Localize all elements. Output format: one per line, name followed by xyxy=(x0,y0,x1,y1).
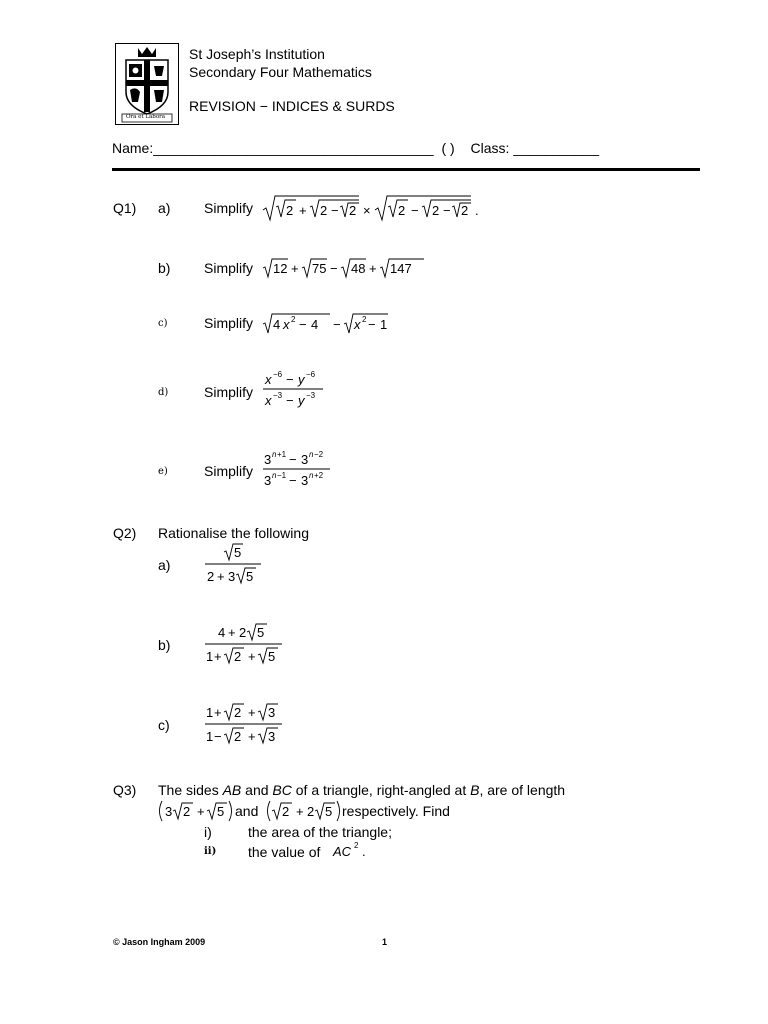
q3-number: Q3) xyxy=(113,782,137,798)
svg-text:5: 5 xyxy=(257,625,265,640)
svg-text:+: + xyxy=(214,705,222,720)
name-blank[interactable]: ____________________________________ xyxy=(153,140,434,156)
svg-text:n: n xyxy=(309,450,314,459)
svg-text:3: 3 xyxy=(228,569,236,584)
q3-text-b: and xyxy=(241,782,273,798)
svg-text:+: + xyxy=(248,705,256,720)
svg-text:−: − xyxy=(299,317,307,332)
svg-text:5: 5 xyxy=(325,804,333,819)
q1e-expression xyxy=(262,449,334,494)
q1e-label: e) xyxy=(158,466,168,477)
svg-text:2: 2 xyxy=(461,203,469,218)
svg-text:−: − xyxy=(286,393,294,408)
q2c-label: c) xyxy=(158,717,170,733)
q1c-expression xyxy=(262,311,392,340)
svg-text:x: x xyxy=(354,317,361,332)
q3-text-a: The sides xyxy=(158,782,223,798)
svg-text:3: 3 xyxy=(165,804,173,819)
svg-text:3: 3 xyxy=(301,473,309,488)
svg-text:−: − xyxy=(289,452,297,467)
q1d-label: d) xyxy=(158,387,169,398)
q1a-label: a) xyxy=(158,200,171,216)
svg-text:+: + xyxy=(296,804,304,819)
svg-text:−3: −3 xyxy=(306,391,316,400)
q3i-text: the area of the triangle; xyxy=(248,824,392,840)
q3-respectively: respectively. Find xyxy=(342,803,450,819)
svg-text:n: n xyxy=(272,471,277,480)
svg-text:48: 48 xyxy=(351,261,366,276)
svg-text:+: + xyxy=(228,625,236,640)
q1-number: Q1) xyxy=(113,200,137,216)
svg-text:+: + xyxy=(248,729,256,744)
svg-text:2: 2 xyxy=(239,625,247,640)
svg-text:3: 3 xyxy=(264,452,272,467)
svg-text:−3: −3 xyxy=(273,391,283,400)
svg-text:147: 147 xyxy=(390,261,412,276)
q2a-expression xyxy=(204,541,266,590)
svg-text:y: y xyxy=(298,372,305,387)
svg-text:1: 1 xyxy=(206,649,214,664)
svg-text:.: . xyxy=(362,844,366,859)
svg-text:×: × xyxy=(363,203,371,218)
class-label: Class: xyxy=(470,140,510,156)
footer-page-number: 1 xyxy=(382,937,388,947)
q2-intro: Rationalise the following xyxy=(158,525,309,541)
q3-statement-line1 xyxy=(158,782,565,798)
svg-text:n: n xyxy=(272,450,277,459)
svg-text:5: 5 xyxy=(217,804,225,819)
svg-text:+: + xyxy=(299,203,307,218)
svg-text:−: − xyxy=(411,203,419,218)
svg-text:x: x xyxy=(265,393,272,408)
svg-text:3: 3 xyxy=(268,729,276,744)
svg-text:AC: AC xyxy=(333,844,352,859)
svg-text:−: − xyxy=(368,317,376,332)
svg-text:y: y xyxy=(298,393,305,408)
svg-text:2: 2 xyxy=(354,841,359,850)
svg-text:2: 2 xyxy=(183,804,191,819)
svg-text:2: 2 xyxy=(234,705,242,720)
footer-copyright: © Jason Ingham 2009 xyxy=(113,937,206,947)
q3-text-d: , are of length xyxy=(479,782,566,798)
svg-text:4: 4 xyxy=(311,317,319,332)
svg-text:+: + xyxy=(248,649,256,664)
svg-text:+: + xyxy=(369,261,377,276)
q1d-text: Simplify xyxy=(204,384,254,400)
q1b-text: Simplify xyxy=(204,260,254,276)
name-label: Name: xyxy=(112,140,154,156)
school-crest-logo xyxy=(115,43,179,125)
svg-text:2: 2 xyxy=(307,804,315,819)
svg-text:1: 1 xyxy=(206,705,214,720)
q1b-expression xyxy=(262,256,428,283)
svg-text:n: n xyxy=(309,471,314,480)
svg-text:2: 2 xyxy=(286,203,294,218)
q3-length-ab-expression xyxy=(156,798,236,827)
svg-text:+1: +1 xyxy=(277,450,287,459)
svg-text:+: + xyxy=(217,569,225,584)
crest-motto: Ora et Labora xyxy=(126,114,166,120)
svg-text:3: 3 xyxy=(268,705,276,720)
svg-text:2: 2 xyxy=(234,649,242,664)
svg-text:4: 4 xyxy=(218,625,226,640)
svg-text:2: 2 xyxy=(362,315,367,324)
svg-text:−6: −6 xyxy=(273,370,283,379)
q3-and: and xyxy=(235,803,259,819)
svg-text:2: 2 xyxy=(349,203,357,218)
svg-text:−2: −2 xyxy=(314,450,324,459)
svg-text:−: − xyxy=(289,473,297,488)
q1d-expression xyxy=(262,369,328,414)
svg-text:−: − xyxy=(330,261,338,276)
q1a-text: Simplify xyxy=(204,200,254,216)
svg-text:+: + xyxy=(197,804,205,819)
svg-text:2: 2 xyxy=(291,315,296,324)
q2c-expression xyxy=(204,701,286,750)
header-divider xyxy=(112,168,700,171)
svg-text:1: 1 xyxy=(380,317,388,332)
school-name: St Joseph’s Institution xyxy=(189,46,325,62)
q3-vertex-b: B xyxy=(470,782,480,798)
svg-text:+: + xyxy=(214,649,222,664)
q3-side-bc: BC xyxy=(272,782,292,798)
svg-text:−1: −1 xyxy=(277,471,287,480)
q3-length-bc-expression xyxy=(264,798,344,827)
svg-text:5: 5 xyxy=(234,545,242,560)
svg-text:+: + xyxy=(291,261,299,276)
q1a-expression xyxy=(262,193,484,226)
register-number-paren[interactable]: ( ) xyxy=(441,140,455,156)
svg-text:2: 2 xyxy=(207,569,215,584)
q1c-text: Simplify xyxy=(204,315,254,331)
svg-text:−: − xyxy=(286,372,294,387)
svg-text:2: 2 xyxy=(234,729,242,744)
q3ii-label: ii) xyxy=(204,846,217,857)
q1e-text: Simplify xyxy=(204,463,254,479)
q3-side-ab: AB xyxy=(222,782,242,798)
svg-text:3: 3 xyxy=(301,452,309,467)
svg-text:−: − xyxy=(443,203,451,218)
svg-text:.: . xyxy=(475,203,479,218)
svg-text:3: 3 xyxy=(264,473,272,488)
svg-text:4: 4 xyxy=(273,317,281,332)
svg-text:−6: −6 xyxy=(306,370,316,379)
svg-text:+2: +2 xyxy=(314,471,324,480)
svg-text:x: x xyxy=(283,317,290,332)
q3ii-text: the value of xyxy=(248,844,321,860)
q2b-expression xyxy=(204,621,286,670)
svg-text:75: 75 xyxy=(312,261,327,276)
q3i-label: i) xyxy=(204,824,212,840)
svg-text:2: 2 xyxy=(432,203,440,218)
q3ii-expression xyxy=(332,838,372,865)
q1b-label: b) xyxy=(158,260,171,276)
svg-text:x: x xyxy=(265,372,272,387)
svg-text:−: − xyxy=(214,729,222,744)
svg-text:12: 12 xyxy=(273,261,288,276)
q2a-label: a) xyxy=(158,557,171,573)
q1c-label: c) xyxy=(158,318,168,329)
q3-text-c: of a triangle, right-angled at xyxy=(291,782,471,798)
svg-text:−: − xyxy=(333,317,341,332)
svg-text:1: 1 xyxy=(206,729,214,744)
svg-text:2: 2 xyxy=(282,804,290,819)
name-line xyxy=(112,140,599,156)
subject-name: Secondary Four Mathematics xyxy=(189,64,372,80)
svg-text:−: − xyxy=(331,203,339,218)
svg-text:5: 5 xyxy=(268,649,276,664)
svg-text:2: 2 xyxy=(320,203,328,218)
q2-number: Q2) xyxy=(113,525,137,541)
svg-text:5: 5 xyxy=(246,569,254,584)
topic-title: REVISION − INDICES & SURDS xyxy=(189,98,395,114)
q2b-label: b) xyxy=(158,637,171,653)
class-blank[interactable]: ___________ xyxy=(513,140,599,156)
svg-text:2: 2 xyxy=(398,203,406,218)
